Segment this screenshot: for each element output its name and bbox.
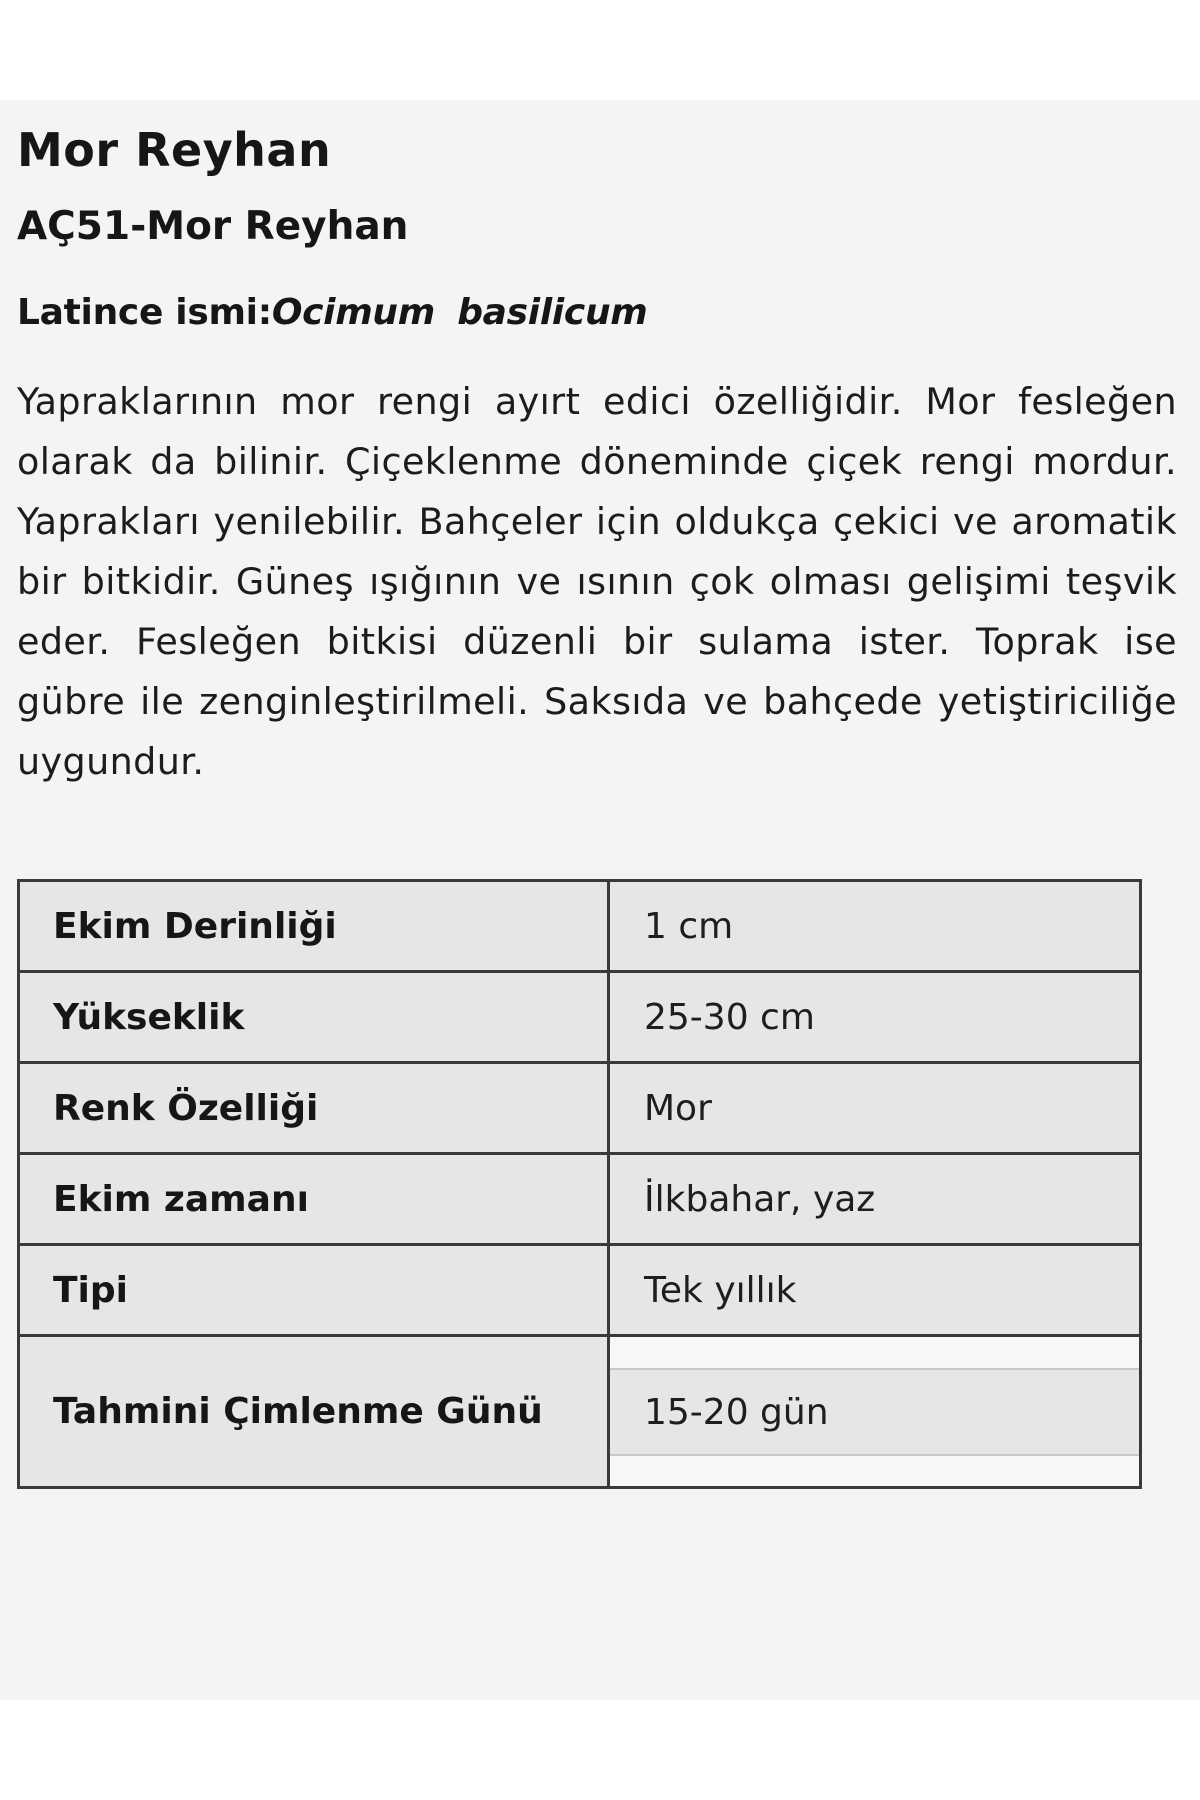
spec-label: Renk Özelliği [19, 1063, 609, 1154]
spec-value: 1 cm [609, 881, 1141, 972]
product-title: Mor Reyhan [17, 123, 332, 177]
table-row [19, 1063, 1141, 1154]
table-row [19, 1336, 1141, 1488]
spec-value: Tek yıllık [609, 1245, 1141, 1336]
table-row [19, 972, 1141, 1063]
spec-label: Yükseklik [19, 972, 609, 1063]
spec-value: 25-30 cm [609, 972, 1141, 1063]
spec-table [17, 879, 1142, 1489]
spec-value: 15-20 gün [610, 1368, 1139, 1456]
table-row [19, 1245, 1141, 1336]
latin-name-label: Latince ismi: [17, 292, 272, 333]
spec-label: Tahmini Çimlenme Günü [19, 1336, 609, 1488]
latin-name-line [17, 290, 648, 336]
table-row [19, 881, 1141, 972]
latin-name-value: Ocimum basilicum [271, 292, 648, 333]
spec-value: Mor [609, 1063, 1141, 1154]
spec-value: İlkbahar, yaz [609, 1154, 1141, 1245]
product-description: Yapraklarının mor rengi ayırt edici özelliğidir. Mor fesleğen olarak da bilinir. Çiçeklenme döneminde çiçek rengi mordur. Yaprakları yenilebilir. Bahçeler için oldukça çekici ve aromatik bir bitkidir. Güneş ışığının ve ısının çok olması gelişimi teşvik eder. Fesleğen bitkisi düzenli bir sulama ister. Toprak ise gübre ile zenginleştirilmeli. Saksıda ve bahçede yetiştiriciliğe uygundur. [17, 380, 1177, 783]
product-code-title: AÇ51-Mor Reyhan [17, 204, 409, 249]
table-row [19, 1154, 1141, 1245]
spec-label: Ekim Derinliği [19, 881, 609, 972]
spec-label: Tipi [19, 1245, 609, 1336]
spec-label: Ekim zamanı [19, 1154, 609, 1245]
spec-value-cell [609, 1336, 1141, 1488]
